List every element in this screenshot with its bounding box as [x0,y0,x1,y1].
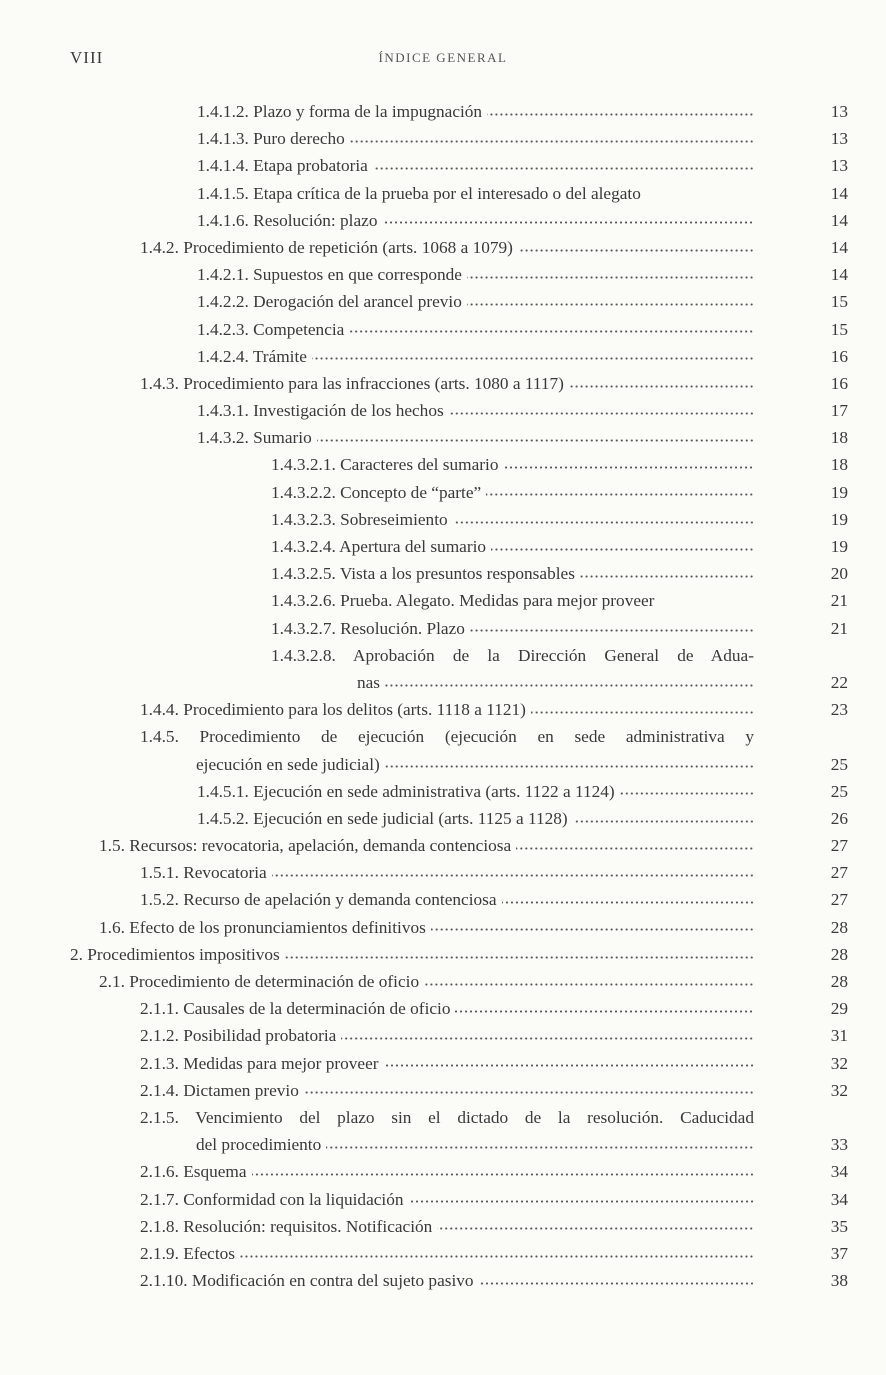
toc-page-number: 29 [830,999,848,1019]
toc-entry-title: 1.4.1.4. Etapa probatoria [197,156,371,175]
toc-page-number: 13 [830,129,848,149]
dot-leader [502,898,754,908]
toc-entry-title: 2.1.2. Posibilidad probatoria [140,1026,339,1045]
toc-page-number: 34 [830,1189,848,1209]
toc-entry [0,370,886,397]
toc-entry [0,1213,886,1240]
toc-entry [0,968,886,995]
toc-page-number: 14 [830,237,848,257]
toc-page-number: 20 [830,564,848,584]
toc-page-number: 13 [830,102,848,121]
toc-entry-title: 1.4.5.1. Ejecución en sede administrativa (arts. 1122 a 1124) [197,782,618,801]
toc-entry-title: 1.4.4. Procedimiento para los delitos (arts. 1118 a 1121) [140,700,529,719]
dot-leader [569,381,754,391]
dot-leader [453,517,754,527]
toc-entry-title: 1.4.5.2. Ejecución en sede judicial (arts. 1125 a 1128) [197,809,571,828]
toc-entry [0,234,886,261]
toc-page-number: 26 [830,808,848,828]
toc-entry [0,343,886,370]
toc-entry [0,98,886,125]
toc-page-number: 32 [830,1080,848,1100]
toc-entry [0,261,886,288]
toc-page-number: 34 [830,1162,848,1182]
toc-entry-title: 1.4.1.3. Puro derecho [197,129,348,148]
toc-page-number: 15 [830,292,848,312]
dot-leader [409,1197,755,1207]
toc-entry [0,723,886,777]
toc-entry [0,207,886,234]
toc-entry-title: 1.4.3.2.3. Sobreseimiento [271,510,451,529]
toc-page-number: 32 [830,1053,848,1073]
toc-entry-title: 1.4.3.2.8. Aprobación de la Dirección General de Adua- [271,645,754,665]
dot-leader [487,109,754,119]
toc-entry [0,1050,886,1077]
toc-entry-title: 1.4.2.3. Competencia [197,320,347,339]
toc-entry-title: 2. Procedimientos impositivos [70,945,283,964]
toc-entry-title: 1.4.3.2.2. Concepto de “parte” [271,483,484,502]
toc-entry [0,642,886,696]
toc-entry-title: 1.4.3.2.4. Apertura del sumario [271,537,489,556]
toc-entry-title: 1.4.2. Procedimiento de repetición (arts. 1068 a 1079) [140,238,516,257]
toc-page-number: 25 [830,781,848,801]
dot-leader [486,490,754,500]
toc-entry-title: 1.5. Recursos: revocatoria, apelación, demanda contenciosa [99,836,514,855]
toc-page-number: 19 [830,482,848,502]
dot-leader [384,1061,755,1071]
toc-entry-title: 2.1. Procedimiento de determinación de oficio [99,972,422,991]
toc-entry-title: 1.4.2.4. Trámite [197,347,310,366]
toc-page-number: 37 [830,1243,848,1263]
toc-page-number: 18 [830,455,848,475]
toc-entry-title: 1.5.1. Revocatoria [140,863,270,882]
dot-leader [516,843,754,853]
toc-entry-title: 2.1.7. Conformidad con la liquidación [140,1190,407,1209]
dot-leader [341,1034,754,1044]
toc-page-number: 35 [830,1216,848,1236]
page-number: VIII [70,48,104,67]
toc-entry-title-continuation: ejecución en sede judicial) [196,755,383,774]
dot-leader [252,1170,754,1180]
toc-entry-title-continuation: nas [357,673,383,692]
dot-leader [503,463,754,473]
toc-entry-title: 1.6. Efecto de los pronunciamientos definitivos [99,918,429,937]
toc-page-number: 28 [830,917,848,937]
toc-entry-title: 1.4.3.2.7. Resolución. Plazo [271,619,468,638]
dot-leader [373,164,754,174]
toc-entry [0,941,886,968]
toc-entry-title: 1.4.3.2. Sumario [197,428,315,447]
toc-entry [0,1267,886,1294]
dot-leader [240,1251,754,1261]
toc-entry [0,316,886,343]
toc-entry-title: 2.1.1. Causales de la determinación de oficio [140,999,453,1018]
toc-entry-title: 2.1.5. Vencimiento del plazo sin el dictado de la resolución. Caducidad [140,1107,754,1127]
toc-entry-title: 1.4.3.1. Investigación de los hechos [197,401,447,420]
toc-entry [0,533,886,560]
toc-entry [0,424,886,451]
toc-entry-title: 2.1.9. Efectos [140,1244,238,1263]
toc-entry [0,995,886,1022]
dot-leader [349,327,754,337]
toc-entry [0,1104,886,1158]
page-header [0,48,886,72]
toc-entry-title-continuation: del procedimiento [196,1135,324,1154]
toc-page-number: 16 [830,373,848,393]
toc-page-number: 13 [830,156,848,176]
toc-entry-title: 2.1.4. Dictamen previo [140,1081,302,1100]
toc-entry [0,288,886,315]
toc-entry-title: 2.1.3. Medidas para mejor proveer [140,1054,382,1073]
toc-page-number: 25 [830,754,848,774]
toc-page-number: 17 [830,401,848,421]
toc-entry-title: 1.4.3. Procedimiento para las infracciones (arts. 1080 a 1117) [140,374,567,393]
toc-entry [0,1186,886,1213]
running-title: ÍNDICE GENERAL [378,50,508,65]
dot-leader [437,1224,754,1234]
toc-entry-title: 1.4.3.2.5. Vista a los presuntos responsables [271,564,578,583]
dot-leader [304,1088,754,1098]
dot-leader [317,435,754,445]
toc-page-number: 18 [830,428,848,448]
dot-leader [382,218,754,228]
dot-leader [385,680,754,690]
toc-entry [0,859,886,886]
dot-leader [531,707,754,717]
toc-entry [0,615,886,642]
toc-page-number: 14 [830,183,848,203]
dot-leader [312,354,754,364]
toc-entry [0,1077,886,1104]
dot-leader [285,952,754,962]
toc-entry-title: 1.4.2.1. Supuestos en que corresponde [197,265,465,284]
dot-leader [326,1142,754,1152]
toc-entry [0,152,886,179]
toc-page-number: 27 [830,890,848,910]
toc-entry [0,805,886,832]
toc-entry [0,1158,886,1185]
toc-page-number: 14 [830,265,848,285]
toc-page-number: 33 [830,1135,848,1155]
table-of-contents [0,98,886,1294]
toc-entry [0,778,886,805]
dot-leader [350,136,754,146]
toc-entry-title: 1.4.2.2. Derogación del arancel previo [197,292,465,311]
toc-entry [0,696,886,723]
toc-page-number: 27 [830,836,848,856]
toc-entry [0,451,886,478]
toc-page-number: 21 [830,618,848,638]
toc-entry [0,180,886,207]
dot-leader [580,571,754,581]
dot-leader [620,789,754,799]
dot-leader [467,300,754,310]
toc-entry-title: 2.1.6. Esquema [140,1162,250,1181]
toc-entry-title: 1.4.1.6. Resolución: plazo [197,211,380,230]
toc-entry-title: 1.4.3.2.1. Caracteres del sumario [271,455,501,474]
dot-leader [449,408,754,418]
dot-leader [424,979,754,989]
dot-leader [573,816,754,826]
toc-entry [0,125,886,152]
dot-leader [467,272,754,282]
toc-entry-title: 1.4.1.2. Plazo y forma de la impugnación [197,102,485,121]
toc-page-number: 22 [830,672,848,692]
toc-page-number: 16 [830,346,848,366]
dot-leader [479,1278,754,1288]
toc-page-number: 28 [830,944,848,964]
dot-leader [272,870,754,880]
toc-entry [0,560,886,587]
dot-leader [431,925,754,935]
toc-entry-title: 1.4.5. Procedimiento de ejecución (ejecución en sede administrativa y [140,727,754,747]
toc-page-number: 38 [830,1271,848,1291]
toc-entry [0,479,886,506]
toc-entry [0,914,886,941]
toc-entry [0,1022,886,1049]
toc-entry-title: 2.1.10. Modificación en contra del sujeto pasivo [140,1271,477,1290]
toc-entry [0,506,886,533]
dot-leader [455,1006,754,1016]
toc-entry [0,886,886,913]
dot-leader [470,626,754,636]
toc-page-number: 27 [830,863,848,883]
toc-page-number: 14 [830,210,848,230]
toc-page-number: 19 [830,509,848,529]
toc-page-number: 21 [830,591,848,611]
toc-entry-title: 1.4.1.5. Etapa crítica de la prueba por el interesado o del alegato [197,184,644,203]
toc-entry [0,832,886,859]
toc-page-number: 15 [830,319,848,339]
toc-entry-title: 1.5.2. Recurso de apelación y demanda contenciosa [140,890,500,909]
toc-page-number: 19 [830,537,848,556]
toc-page-number: 28 [830,972,848,992]
toc-entry [0,1240,886,1267]
toc-page-number: 31 [830,1026,848,1046]
toc-entry-title: 2.1.8. Resolución: requisitos. Notificación [140,1217,435,1236]
dot-leader [385,762,754,772]
dot-leader [518,245,754,255]
toc-entry [0,587,886,614]
toc-entry-title: 1.4.3.2.6. Prueba. Alegato. Medidas para mejor proveer [271,591,657,610]
dot-leader [491,544,754,554]
toc-page-number: 23 [830,700,848,720]
toc-entry [0,397,886,424]
